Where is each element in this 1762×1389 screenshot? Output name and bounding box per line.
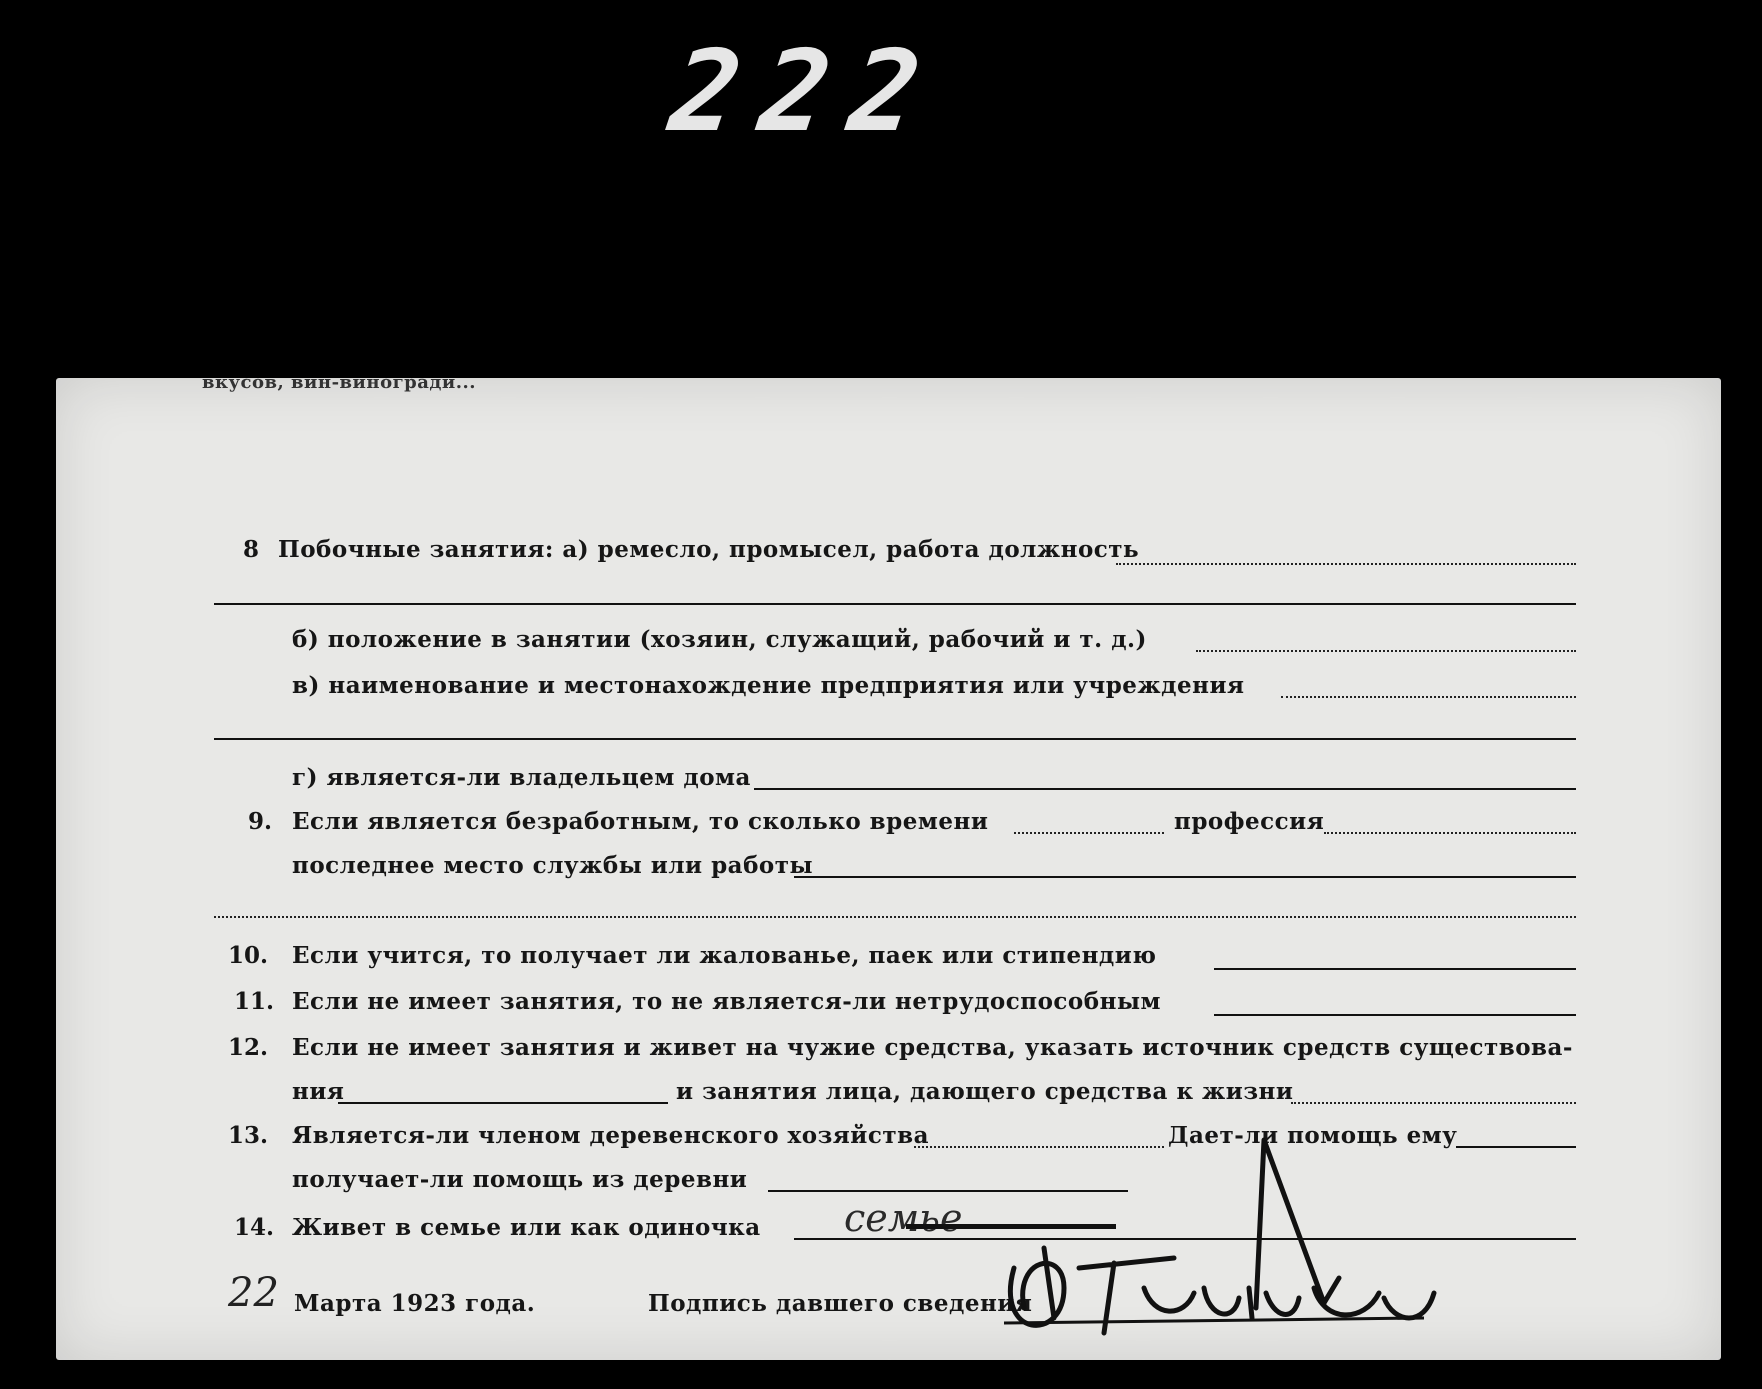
q9-label-profession: профессия (1174, 808, 1325, 835)
q9-profession-answer-line[interactable] (1324, 832, 1576, 834)
q8v-answer-line[interactable] (1281, 696, 1576, 698)
q9-label-time: Если является безработным, то сколько времени (292, 808, 989, 835)
q13-label-receives: получает-ли помощь из деревни (292, 1166, 748, 1193)
q11-answer-line[interactable] (1214, 1014, 1576, 1016)
q12-label-line1: Если не имеет занятия и живет на чужие средства, указать источник средств существова- (292, 1034, 1573, 1061)
q14-number: 14. (234, 1214, 275, 1241)
footer-date: Марта 1923 года. (294, 1290, 536, 1317)
q12-label-nia: ния (292, 1078, 345, 1105)
q8g-answer-line[interactable] (754, 788, 1576, 790)
q8a-answer-line[interactable] (1116, 563, 1576, 565)
q10-answer-line[interactable] (1214, 968, 1576, 970)
q10-label: Если учится, то получает ли жалованье, паек или стипендию (292, 942, 1157, 969)
q12-number: 12. (228, 1034, 269, 1061)
q8a-continuation-line[interactable] (214, 603, 1576, 605)
q8v-continuation-line[interactable] (214, 738, 1576, 740)
footer-signature-label: Подпись давшего сведения (648, 1290, 1033, 1317)
q12-provider-answer-line[interactable] (1291, 1102, 1576, 1104)
top-fragment-text: вкусов, вин-виногради... (202, 372, 477, 393)
q9-continuation-line[interactable] (214, 916, 1576, 918)
footer-date-day: 22 (228, 1270, 279, 1316)
q9-number: 9. (248, 808, 273, 835)
q8a-label: Побочные занятия: а) ремесло, промысел, работа должность (278, 536, 1140, 563)
q8-number: 8 (243, 536, 260, 563)
q9-time-answer-line[interactable] (1014, 832, 1164, 834)
q14-handwritten-answer: семье (844, 1196, 963, 1240)
q8b-answer-line[interactable] (1196, 650, 1576, 652)
q11-label: Если не имеет занятия, то не является-ли нетрудоспособным (292, 988, 1161, 1015)
q10-number: 10. (228, 942, 269, 969)
q13-label-help: Дает-ли помощь ему (1168, 1122, 1458, 1149)
q9-last-job-answer-line[interactable] (794, 876, 1576, 878)
archive-page-number: 222 (662, 27, 950, 157)
q12-label-line2: и занятия лица, дающего средства к жизни (676, 1078, 1294, 1105)
q8g-label: г) является-ли владельцем дома (292, 764, 751, 791)
q8v-label: в) наименование и местонахождение предприятия или учреждения (292, 672, 1245, 699)
form-sheet (56, 372, 1721, 1360)
q13-label-member: Является-ли членом деревенского хозяйства (292, 1122, 929, 1149)
q8b-label: б) положение в занятии (хозяин, служащий, рабочий и т. д.) (292, 626, 1147, 653)
q12-source-answer-line[interactable] (338, 1102, 668, 1104)
q11-number: 11. (234, 988, 275, 1015)
handwritten-signature (994, 1118, 1574, 1358)
q13-number: 13. (228, 1122, 269, 1149)
q14-label: Живет в семье или как одиночка (292, 1214, 761, 1241)
q9-label-last-job: последнее место службы или работы (292, 852, 814, 879)
